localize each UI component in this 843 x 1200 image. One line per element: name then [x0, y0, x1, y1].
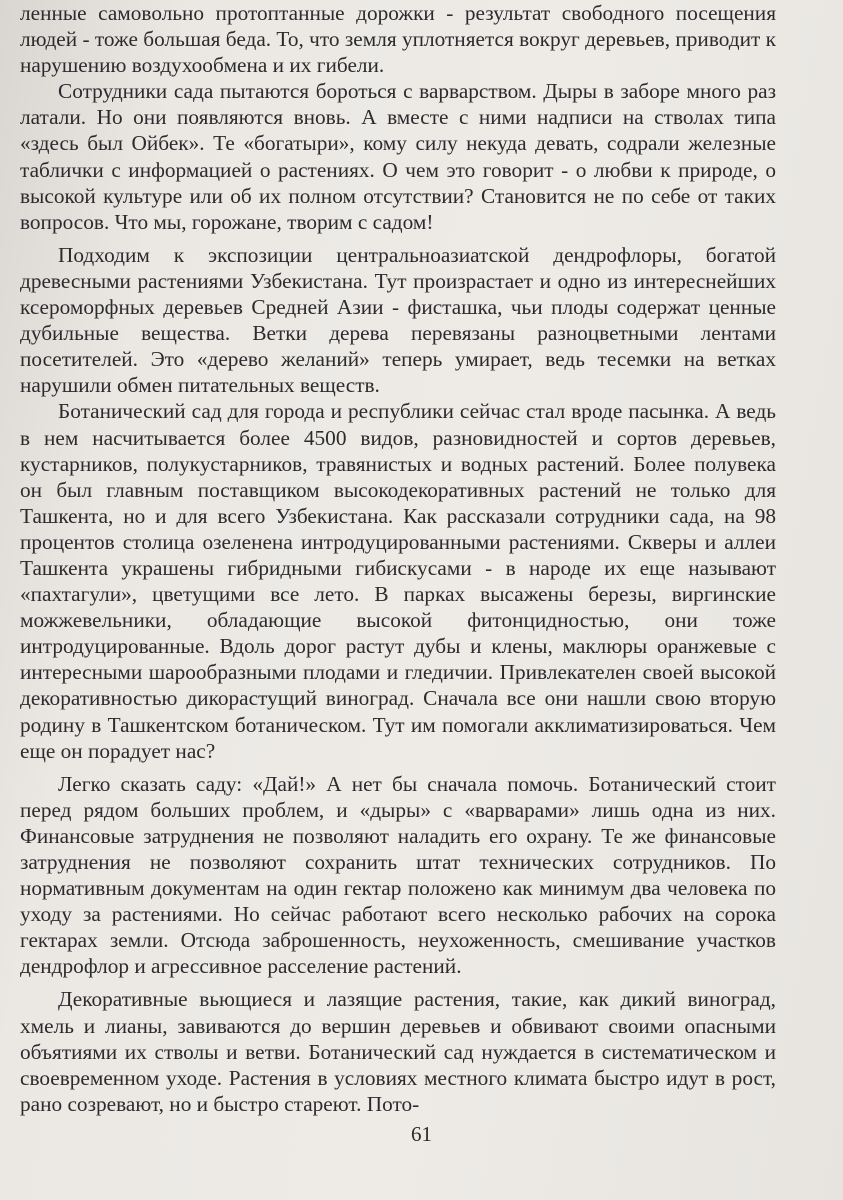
- page-text: [20, 0, 776, 1117]
- paragraph-5: Легко сказать саду: «Дай!» А нет бы сначала помочь. Ботанический стоит перед рядом больших проблем, и «дыры» с «варварами» лишь одна из них. Финансовые затруднения не позволяют наладить его охрану. Те же финансовые затруднения не позволяют сохранить штат технических сотрудников. По нормативным документам на один гектар положено как минимум два человека по уходу за растениями. Но сейчас работают всего несколько рабочих на сорока гектарах земли. Отсюда заброшенность, неухоженность, смешивание участков дендрофлор и агрессивное расселение растений.: [20, 771, 776, 979]
- paragraph-1: ленные самовольно протоптанные дорожки - результат свободного посещения людей - тоже большая беда. То, что земля уплотняется вокруг деревьев, приводит к нарушению воздухообмена и их гибели.: [20, 1, 776, 78]
- page-number: 61: [411, 1122, 432, 1146]
- paragraph-4: Ботанический сад для города и республики сейчас стал вроде пасынка. А ведь в нем насчитывается более 4500 видов, разновидностей и сортов деревьев, кустарников, полукустарников, травянистых и водных растений. Более полувека он был главным поставщиком высокодекоративных растений не только для Ташкента, но и для всего Узбекистана. Как рассказали сотрудники сада, на 98 процентов столица озеленена интродуцированными растениями. Скверы и аллеи Ташкента украшены гибридными гибискусами - в народе их еще называют «пахтагули», цветущими все лето. В парках высажены березы, виргинские можжевельники, обладающие высокой фитонцидностью, они тоже интродуцированные. Вдоль дорог растут дубы и клены, маклюры оранжевые с интересными шарообразными плодами и гледичии. Привлекателен своей высокой декоративностью дикорастущий виноград. Сначала все они нашли свою вторую родину в Ташкентском ботаническом. Тут им помогали акклиматизироваться. Чем еще он порадует нас?: [20, 399, 776, 763]
- paragraph-3: Подходим к экспозиции центральноазиатской дендрофлоры, богатой древесными растениями Узбекистана. Тут произрастает и одно из интереснейших ксероморфных деревьев Средней Азии - фисташка, чьи плоды содержат ценные дубильные вещества. Ветки дерева перевязаны разноцветными лентами посетителей. Это «дерево желаний» теперь умирает, ведь тесемки на ветках нарушили обмен питательных веществ.: [20, 242, 776, 398]
- paragraph-2: Сотрудники сада пытаются бороться с варварством. Дыры в заборе много раз латали. Но они появляются вновь. А вместе с ними надписи на стволах типа «здесь был Ойбек». Те «богатыри», кому силу некуда девать, содрали железные таблички с информацией о растениях. О чем это говорит - о любви к природе, о высокой культуре или об их полном отсутствии? Становится не по себе от таких вопросов. Что мы, горожане, творим с садом!: [20, 79, 776, 234]
- paragraph-6: Декоративные вьющиеся и лазящие растения, такие, как дикий виноград, хмель и лианы, завиваются до вершин деревьев и обвивают своими опасными объятиями их стволы и ветви. Ботанический сад нуждается в систематическом и своевременном уходе. Растения в условиях местного климата быстро идут в рост, рано созревают, но и быстро стареют. Пото-: [20, 987, 776, 1116]
